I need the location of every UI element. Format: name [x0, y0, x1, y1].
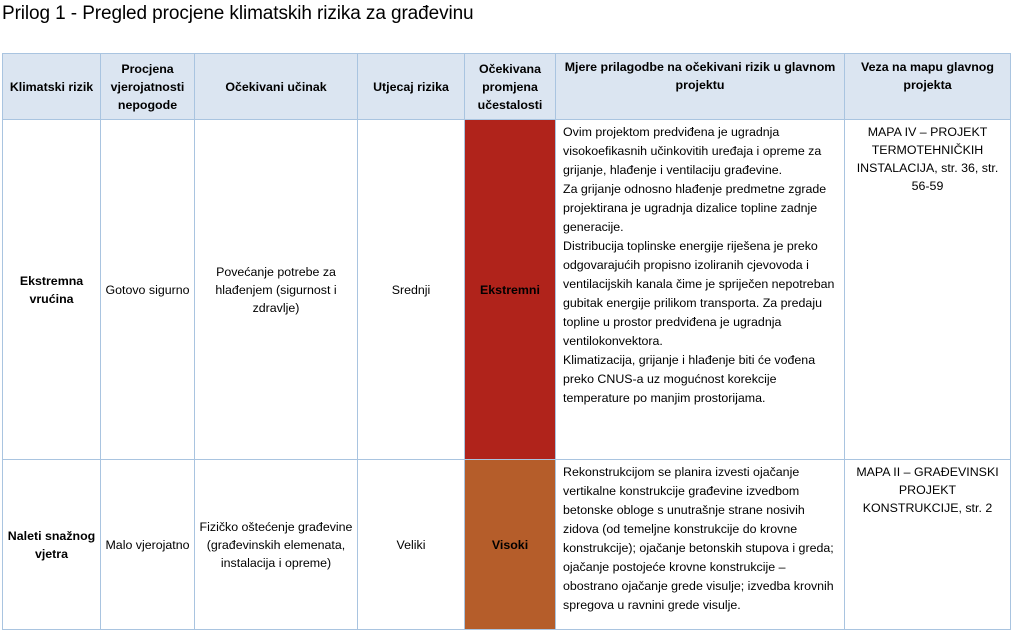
frequency-badge: Ekstremni — [465, 120, 556, 460]
measure-paragraph: Rekonstrukcijom se planira izvesti ojačanje vertikalne konstrukcije građevine izvedbom betonske obloge s unutrašnje strane nosivih zidova (od temeljne konstrukcije do krovne konstrukcije); ojačanje betonskih stupova i greda; ojačanje postojeće krovne konstrukcije – obostrano ojačanje grede visulje; izvedba krovnih spregova u ravnini grede visulje. — [563, 465, 834, 612]
header-frequency-change: Očekivana promjena učestalosti — [465, 54, 556, 120]
header-adaptation-measures: Mjere prilagodbe na očekivani rizik u glavnom projektu — [556, 54, 845, 120]
header-project-map-link: Veza na mapu glavnog projekta — [845, 54, 1011, 120]
risk-name: Naleti snažnog vjetra — [3, 460, 101, 630]
header-risk-impact: Utjecaj rizika — [358, 54, 465, 120]
risk-impact-cell: Veliki — [358, 460, 465, 630]
header-probability: Procjena vjerojatnosti nepogode — [101, 54, 195, 120]
frequency-badge: Visoki — [465, 460, 556, 630]
expected-effect-cell: Povećanje potrebe za hlađenjem (sigurnost i zdravlje) — [195, 120, 358, 460]
adaptation-measures-cell — [556, 120, 845, 460]
header-expected-effect: Očekivani učinak — [195, 54, 358, 120]
measure-paragraph: Ovim projektom predviđena je ugradnja visokoefikasnih učinkovitih uređaja i opreme za grijanje, hlađenje i ventilaciju građevine. — [563, 125, 822, 177]
expected-effect-cell: Fizičko oštećenje građevine (građevinskih elemenata, instalacija i opreme) — [195, 460, 358, 630]
measure-paragraph: Za grijanje odnosno hlađenje predmetne zgrade projektirana je ugradnja dizalice topline zadnje generacije. — [563, 182, 827, 234]
measure-paragraph: Klimatizacija, grijanje i hlađenje biti će vođena preko CNUS-a uz mogućnost korekcije temperature po manjim prostorijama. — [563, 353, 816, 405]
probability-cell: Gotovo sigurno — [101, 120, 195, 460]
adaptation-measures-cell — [556, 460, 845, 630]
risk-impact-cell: Srednji — [358, 120, 465, 460]
measure-paragraph: Distribucija toplinske energije riješena je preko odgovarajućih propisno izoliranih cjevovoda i ventilacijskih kanala čime je spriječen nepotreban gubitak energije prilikom transporta. Za predaju topline u prostor predviđena je ugradnja ventilokonvektora. — [563, 239, 835, 348]
header-climate-risk: Klimatski rizik — [3, 54, 101, 120]
table-header-row — [3, 54, 1011, 120]
project-map-link-cell: MAPA IV – PROJEKT TERMOTEHNIČKIH INSTALACIJA, str. 36, str. 56-59 — [845, 120, 1011, 460]
project-map-link-cell: MAPA II – GRAĐEVINSKI PROJEKT KONSTRUKCIJE, str. 2 — [845, 460, 1011, 630]
table-row — [3, 120, 1011, 460]
climate-risk-table — [2, 53, 1011, 630]
risk-name: Ekstremna vrućina — [3, 120, 101, 460]
probability-cell: Malo vjerojatno — [101, 460, 195, 630]
table-row — [3, 460, 1011, 630]
page-title: Prilog 1 - Pregled procjene klimatskih rizika za građevinu — [2, 3, 474, 24]
